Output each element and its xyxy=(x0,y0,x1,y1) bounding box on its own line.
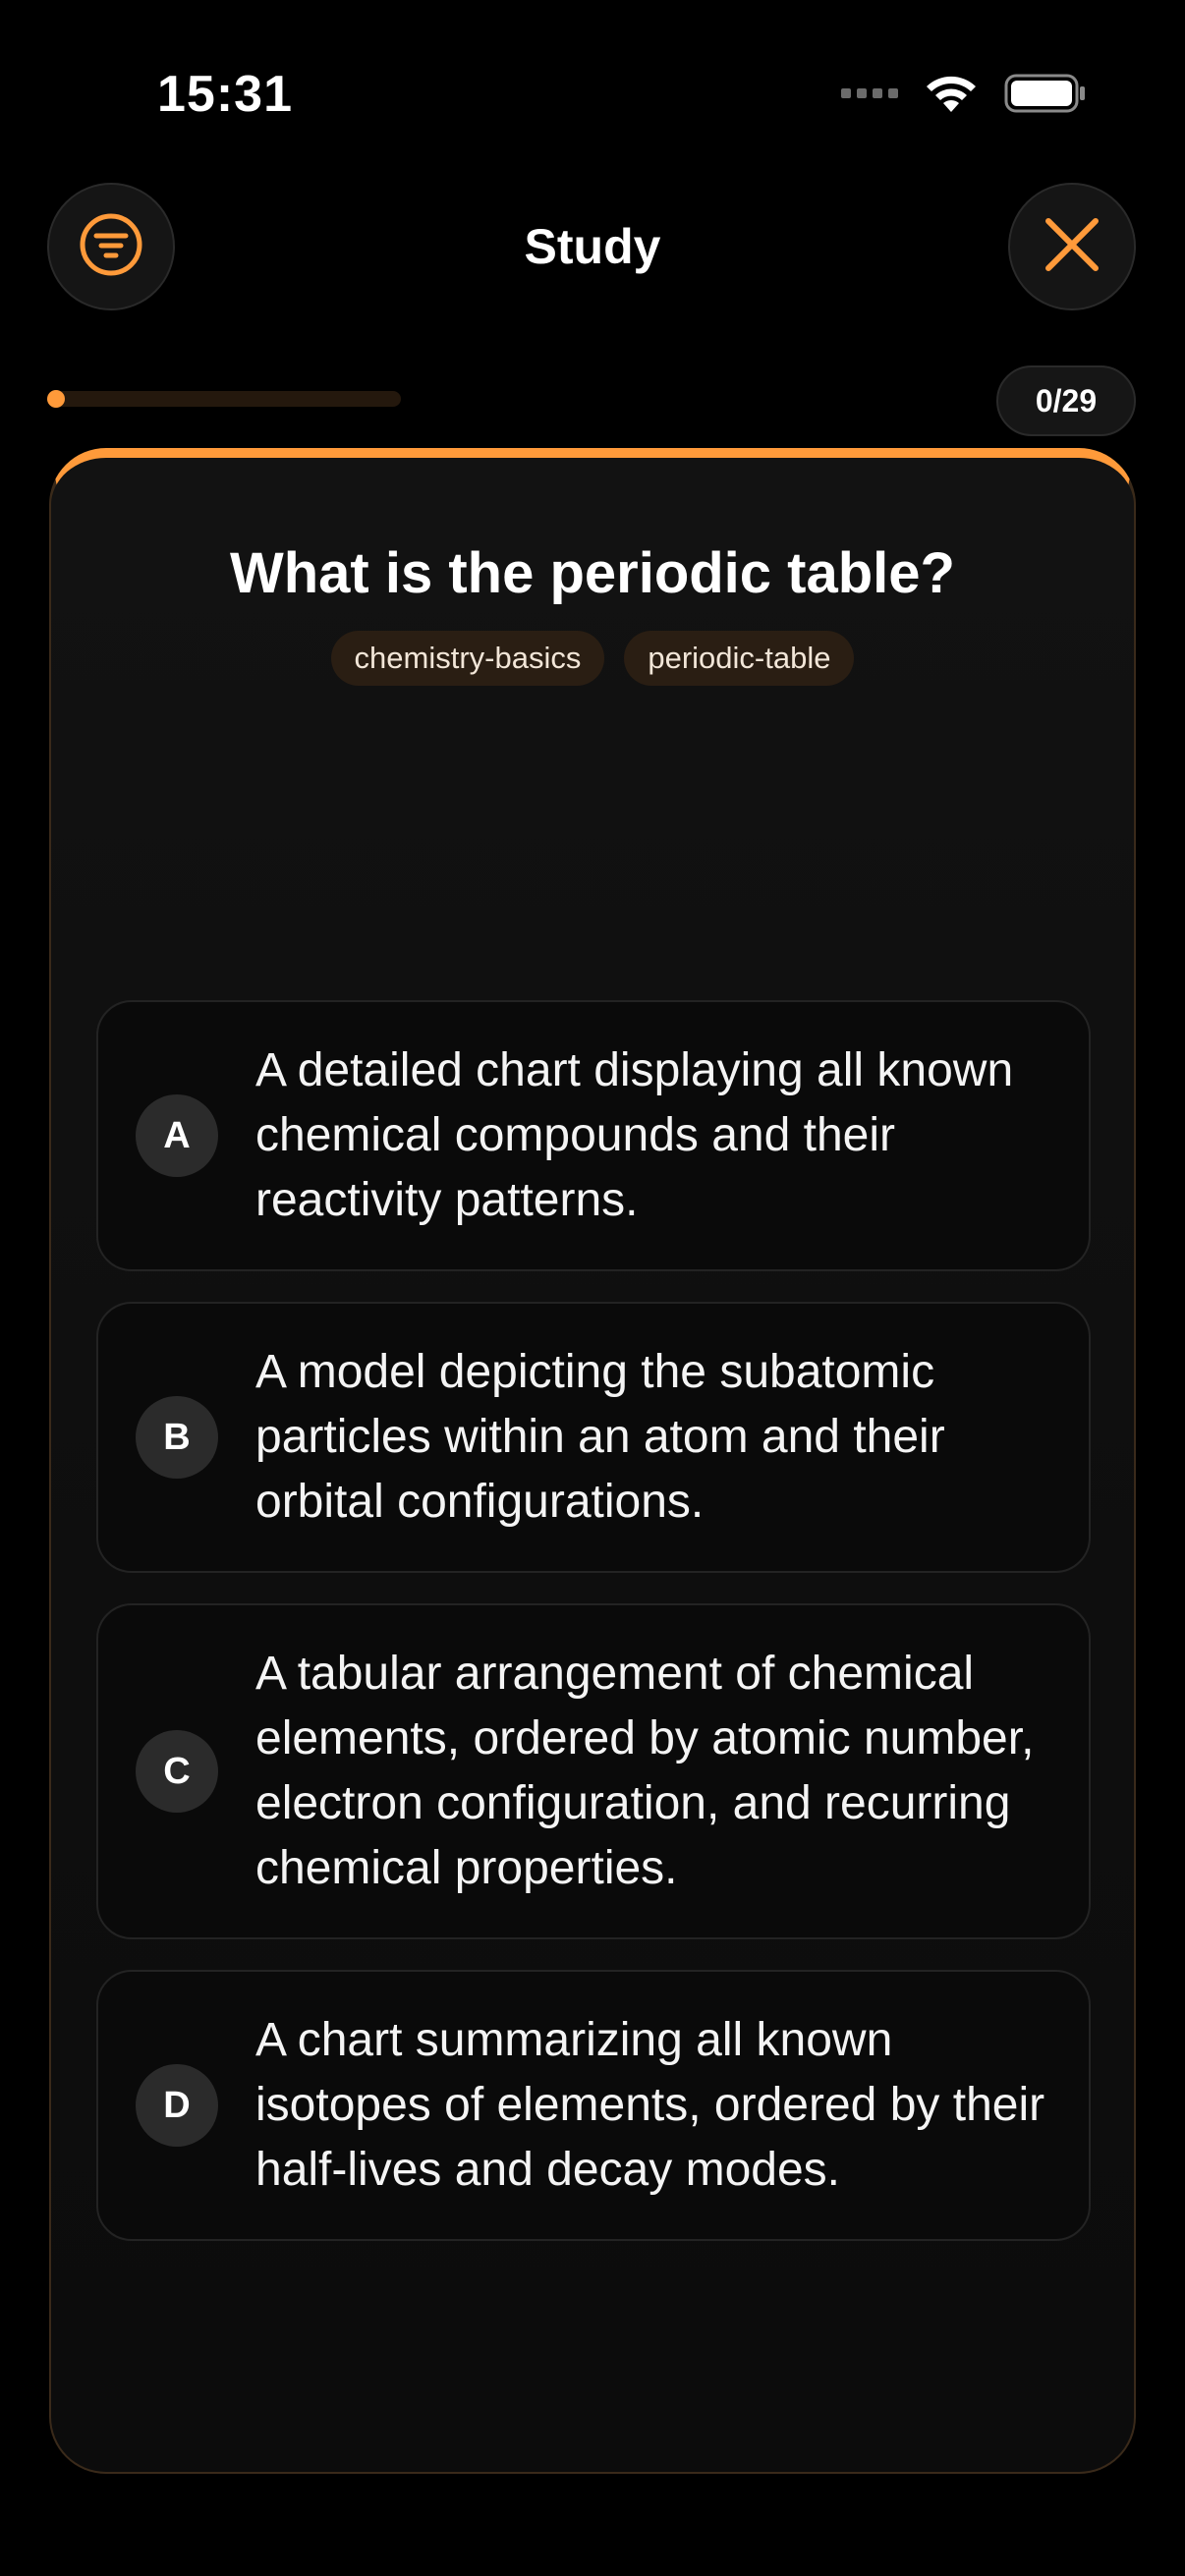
tag-chip: chemistry-basics xyxy=(331,631,605,686)
progress-indicator xyxy=(47,390,65,408)
cellular-signal-icon xyxy=(841,88,898,98)
answer-option-a[interactable] xyxy=(96,1000,1091,1271)
option-letter-badge: A xyxy=(136,1094,218,1177)
page-title: Study xyxy=(524,219,661,274)
progress-counter: 0/29 xyxy=(996,365,1136,436)
option-text: A tabular arrangement of chemical elements, ordered by atomic number, electron configuration, and recurring chemical properties. xyxy=(255,1648,1035,1894)
status-indicators xyxy=(841,73,1087,114)
answer-option-c[interactable] xyxy=(96,1603,1091,1939)
answer-option-d[interactable] xyxy=(96,1970,1091,2241)
wifi-icon xyxy=(924,73,979,114)
close-icon xyxy=(1043,215,1101,279)
answer-option-b[interactable] xyxy=(96,1302,1091,1573)
close-button[interactable] xyxy=(1008,183,1136,310)
tag-list xyxy=(51,631,1134,686)
option-letter-badge: C xyxy=(136,1730,218,1813)
progress-bar xyxy=(47,391,401,407)
option-text: A detailed chart displaying all known chemical compounds and their reactivity patterns. xyxy=(255,1044,1014,1226)
option-text: A chart summarizing all known isotopes of elements, ordered by their half-lives and decay modes. xyxy=(255,2014,1045,2196)
option-letter-badge: D xyxy=(136,2064,218,2147)
status-time: 15:31 xyxy=(157,66,293,123)
question-text: What is the periodic table? xyxy=(230,541,955,605)
option-letter-badge: B xyxy=(136,1396,218,1479)
option-text: A model depicting the subatomic particles within an atom and their orbital configurations. xyxy=(255,1346,945,1528)
battery-icon xyxy=(1004,74,1087,113)
tag-chip: periodic-table xyxy=(624,631,854,686)
question-card xyxy=(49,448,1136,2474)
